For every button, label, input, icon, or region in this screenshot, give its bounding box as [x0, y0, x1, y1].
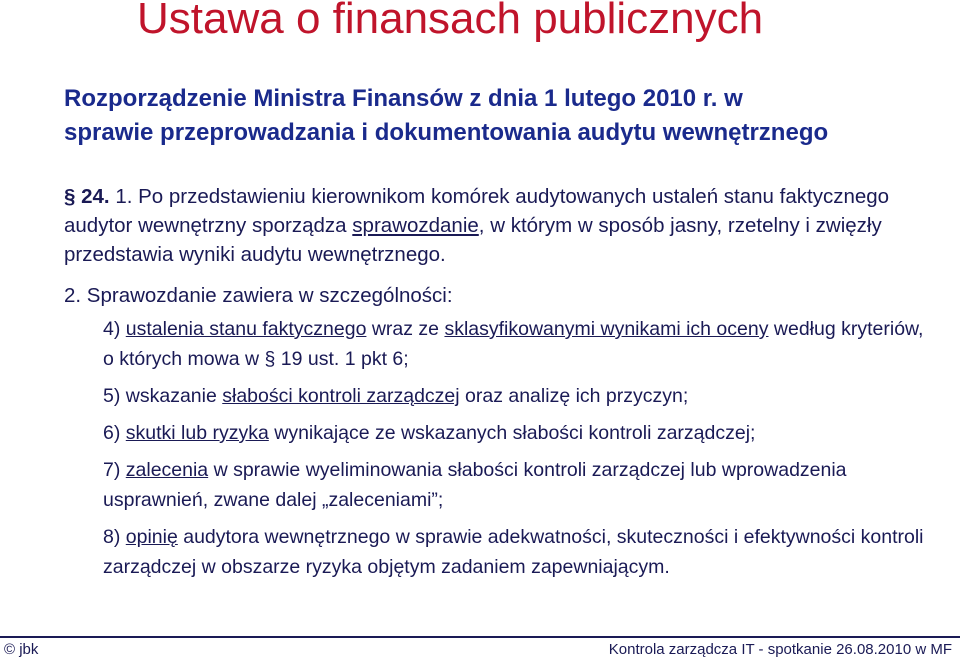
slide-footer: [0, 636, 960, 663]
subtitle-line-2: sprawie przeprowadzania i dokumentowania audytu wewnętrznego: [64, 119, 829, 146]
paragraph-1: [64, 182, 944, 269]
item-5-number: 5): [103, 385, 121, 407]
item-8-link[interactable]: opinię: [125, 526, 178, 548]
list-item-7: [103, 455, 933, 515]
item-6-rest: wynikające ze wskazanych słabości kontroli zarządczej;: [274, 422, 756, 444]
item-5-pre: wskazanie: [125, 385, 217, 407]
list-item-8: [103, 522, 933, 582]
list-item-4: [103, 314, 933, 374]
item-5-rest: oraz analizę ich przyczyn;: [465, 385, 689, 407]
paragraph-2: 2. Sprawozdanie zawiera w szczególności:: [64, 284, 453, 307]
paragraph-1-number: 1.: [115, 185, 133, 208]
footer-copyright: © jbk: [4, 641, 39, 658]
item-7-rest: w sprawie wyeliminowania słabości kontroli zarządczej lub wprowadzenia usprawnień, zwane dalej „zaleceniami”;: [103, 459, 847, 511]
item-4-end: 19 ust. 1 pkt 6;: [280, 348, 409, 370]
list-item-6: [103, 418, 933, 448]
item-5-link[interactable]: słabości kontroli zarządczej: [222, 385, 460, 407]
item-8-rest: audytora wewnętrznego w sprawie adekwatności, skuteczności i efektywności kontroli zarządczej w obszarze ryzyka objętym zadaniem zapewniającym.: [103, 526, 924, 578]
list-item-5: [103, 381, 933, 411]
item-7-link[interactable]: zalecenia: [125, 459, 209, 481]
item-6-link[interactable]: skutki lub ryzyka: [125, 422, 269, 444]
footer-event: Kontrola zarządcza IT - spotkanie 26.08.2010 w MF: [608, 641, 952, 658]
item-4-link-2[interactable]: sklasyfikowanymi wynikami ich oceny: [444, 318, 769, 340]
item-4-link-1[interactable]: ustalenia stanu faktycznego: [125, 318, 367, 340]
sprawozdanie-link[interactable]: sprawozdanie: [352, 214, 479, 237]
item-4-mid: wraz ze: [371, 318, 440, 340]
section-number: 24.: [81, 185, 110, 208]
subtitle-line-1: Rozporządzenie Ministra Finansów z dnia 1 lutego 2010 r. w: [64, 85, 743, 112]
item-7-number: 7): [103, 459, 121, 481]
section-symbol: §: [64, 185, 76, 208]
item-6-number: 6): [103, 422, 121, 444]
paragraph-1-text-a: Po przedstawieniu kierownikom komórek audytowanych ustaleń stanu faktycznego audytor wewnętrzny sporządza: [64, 185, 890, 237]
item-4-number: 4): [103, 318, 121, 340]
item-4-rest: według kryteriów, o których mowa w: [103, 318, 924, 370]
paragraph-1-text-b: , w którym w sposób jasny, rzetelny i zwięzły przedstawia wyniki audytu wewnętrznego.: [64, 214, 882, 266]
report-items-list: [103, 314, 933, 589]
item-4-symbol: §: [264, 348, 276, 370]
slide-subtitle: [64, 82, 828, 150]
slide-title: Ustawa o finansach publicznych: [137, 0, 764, 43]
item-8-number: 8): [103, 526, 121, 548]
